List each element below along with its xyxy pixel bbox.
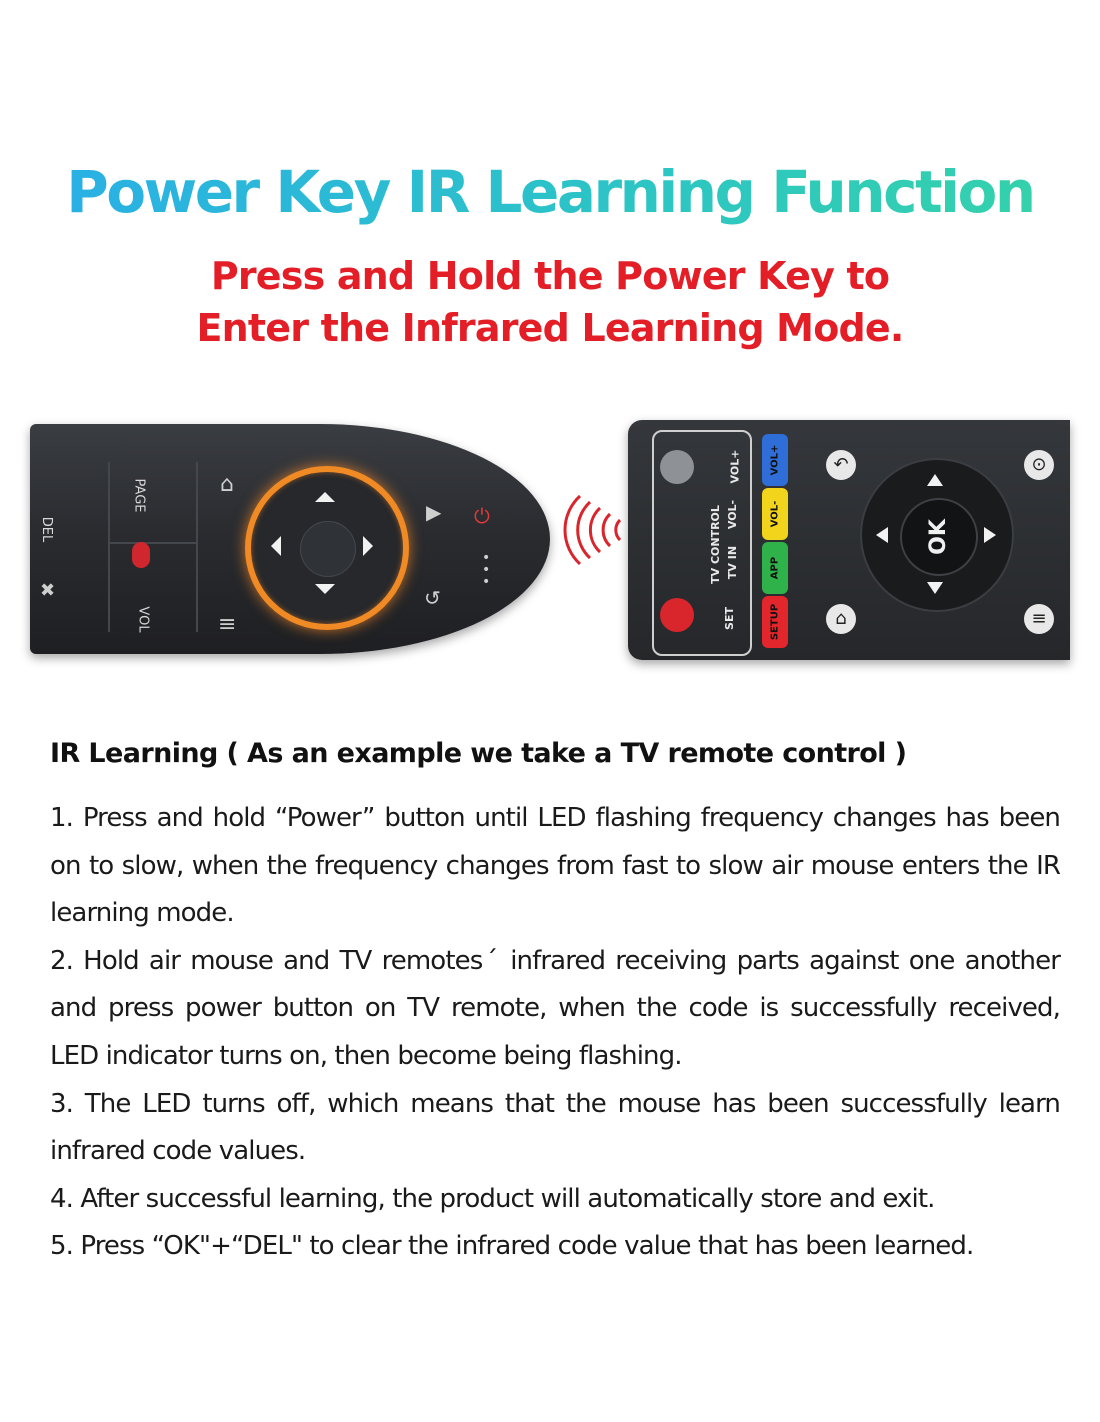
dpad-center (300, 521, 356, 577)
menu-icon: ≡ (218, 612, 237, 637)
dpad-up-icon (927, 474, 943, 486)
tv-remote-image (628, 420, 1070, 660)
setup-button (762, 596, 788, 648)
power-icon: ⏻ (474, 504, 490, 528)
microphone-icon (132, 542, 150, 568)
yellow-vol-minus-button (762, 488, 788, 540)
vol-label: VOL (135, 606, 151, 633)
menu-icon: ≡ (1024, 604, 1054, 634)
home-icon: ⌂ (826, 604, 856, 634)
step-item: 5. Press “OK"+“DEL" to clear the infrared code value that has been learned. (50, 1231, 974, 1262)
section-heading: IR Learning ( As an example we take a TV remote control ) (50, 738, 907, 769)
mouse-icon: ⊙ (1024, 450, 1054, 480)
arrow-down-icon (315, 584, 335, 594)
tv-control-label: TV CONTROL (708, 505, 722, 584)
yellow-vol-minus-label: VOL- (769, 500, 781, 528)
dpad-right-icon (984, 527, 996, 543)
arrow-left-icon (271, 536, 281, 556)
tv-power-button-grey (660, 450, 694, 484)
arrow-up-icon (315, 492, 335, 502)
app-button (762, 542, 788, 594)
page-title: Power Key IR Learning Function (0, 152, 1100, 232)
step-item: 3. The LED turns off, which means that the mouse has been successfully learn infrared code values. (50, 1088, 1060, 1167)
subtitle-line-1: Press and Hold the Power Key to (210, 254, 890, 298)
play-pause-icon: ▶ (426, 500, 442, 524)
dpad-down-icon (927, 582, 943, 594)
blue-vol-plus-button (762, 434, 788, 486)
air-mouse-remote-image (30, 424, 550, 654)
mute-icon: ✖ (40, 580, 56, 601)
setup-label: SETUP (769, 603, 781, 641)
vol-minus-label: VOL- (726, 499, 740, 530)
del-label: DEL (39, 516, 55, 543)
led-dots-icon: • • • (482, 550, 491, 590)
infrared-signal-icon (560, 490, 630, 570)
dpad-left-icon (876, 527, 888, 543)
remotes-illustration (0, 410, 1100, 680)
page-label: PAGE (131, 478, 147, 513)
back-icon: ↶ (826, 450, 856, 480)
back-icon: ↺ (424, 586, 441, 610)
dpad-ring (245, 466, 409, 630)
step-item: 2. Hold air mouse and TV remotesˊ infrared receiving parts against one another and press power button on TV remote, when the code is successfully received, LED indicator turns on, then become being flashing. (50, 945, 1060, 1071)
blue-vol-plus-label: VOL+ (769, 444, 781, 476)
instruction-steps (50, 795, 1060, 1271)
page-subtitle (0, 250, 1100, 354)
step-item: 4. After successful learning, the product will automatically store and exit. (50, 1183, 935, 1214)
app-label: APP (769, 556, 781, 580)
home-icon: ⌂ (220, 472, 234, 497)
ok-label: OK (926, 519, 951, 555)
subtitle-line-2: Enter the Infrared Learning Mode. (196, 306, 904, 350)
vol-plus-label: VOL+ (728, 449, 742, 484)
arrow-right-icon (363, 536, 373, 556)
set-label: SET (722, 607, 736, 630)
tv-in-label: TV IN (726, 545, 740, 580)
tv-dpad (860, 458, 1014, 612)
tv-power-button-red (660, 598, 694, 632)
ok-button (900, 498, 978, 576)
step-item: 1. Press and hold “Power” button until LED flashing frequency changes has been on to slow, when the frequency changes from fast to slow air mouse enters the IR learning mode. (50, 803, 1060, 929)
